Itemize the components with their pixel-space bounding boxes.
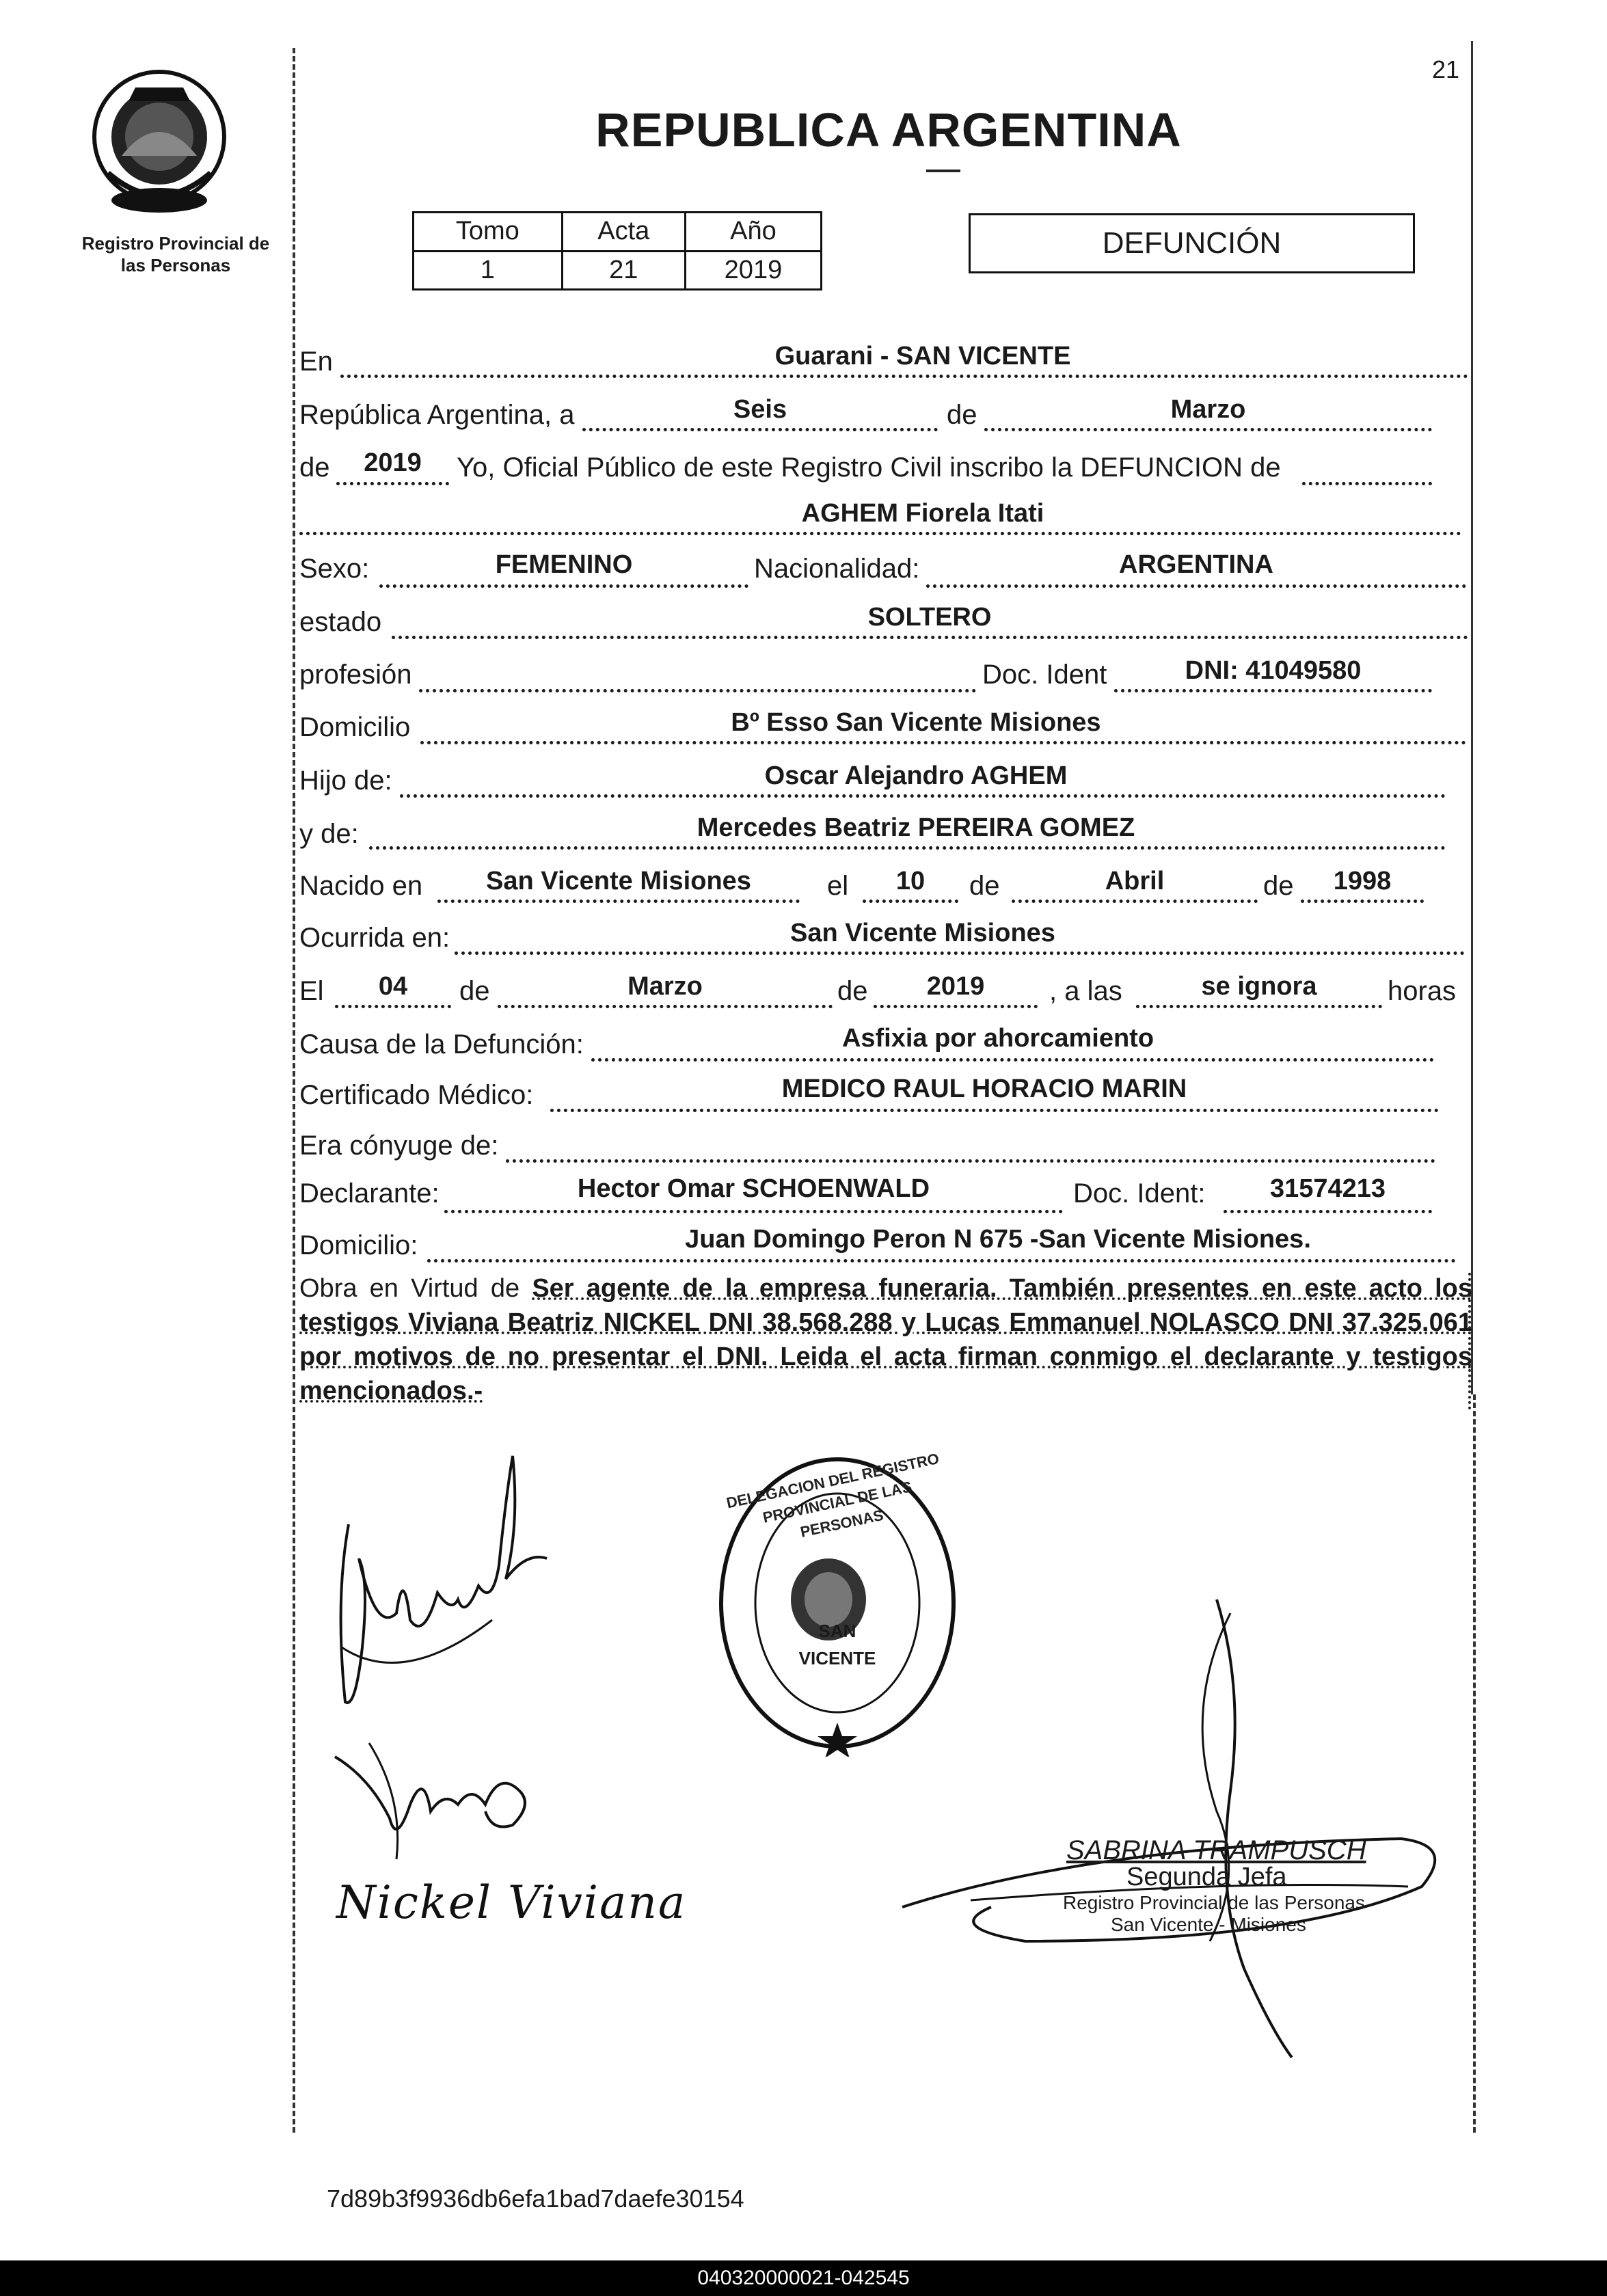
causa-dots bbox=[591, 1058, 1434, 1062]
nacionalidad-label: Nacionalidad: bbox=[754, 554, 920, 584]
docident-dots bbox=[1114, 689, 1432, 692]
en-label: En bbox=[299, 347, 333, 377]
obra-paragraph bbox=[299, 1271, 1472, 1408]
causa-value: Asfixia por ahorcamiento bbox=[841, 1024, 1154, 1053]
ocurrida-label: Ocurrida en: bbox=[299, 923, 450, 953]
birth-month: Abril bbox=[1105, 867, 1165, 895]
birth-year: 1998 bbox=[1333, 867, 1392, 895]
official-name: SABRINA TRAMPUSCH bbox=[1066, 1835, 1366, 1865]
decl-doc-dots bbox=[1224, 1210, 1432, 1213]
certificado-value: MEDICO RAUL HORACIO MARIN bbox=[781, 1075, 1187, 1103]
nacionalidad-dots bbox=[926, 584, 1466, 588]
witness-signature-nolasco bbox=[328, 1729, 554, 1866]
month-value: Marzo bbox=[1170, 395, 1246, 424]
birth-day-dots bbox=[863, 900, 958, 903]
causa-label: Causa de la Defunción: bbox=[299, 1029, 584, 1059]
death-time-dots bbox=[1136, 1005, 1382, 1008]
obra-text: Ser agente de la empresa funeraria. También presentes en este acto los testigos Viviana Beatriz NICKEL DNI 38.568.288 y Lucas Emmanuel NOLASCO DNI 37.325.061 por motivos de no presentar el DNI. Leida el acta firman conmigo el declarante y testigos mencionados.- bbox=[299, 1274, 1472, 1405]
year-dots bbox=[336, 482, 449, 485]
right-margin-line-lower bbox=[1473, 1394, 1476, 2133]
title-underline-mark bbox=[926, 170, 960, 172]
profesion-label: profesión bbox=[299, 660, 412, 690]
declarante-label: Declarante: bbox=[299, 1178, 440, 1208]
estado-value: SOLTERO bbox=[867, 603, 992, 632]
act-type-box: DEFUNCIÓN bbox=[969, 213, 1415, 273]
document-hash: 7d89b3f9936db6efa1bad7daefe30154 bbox=[327, 2185, 744, 2213]
registry-table-header bbox=[414, 213, 822, 252]
ocurrida-dots bbox=[455, 951, 1465, 955]
official-signature-drawing bbox=[889, 1586, 1470, 2078]
header-anio: Año bbox=[685, 213, 821, 252]
page-number: 21 bbox=[1432, 55, 1460, 83]
seal-caption-line2: las Personas bbox=[120, 255, 231, 275]
death-time: se ignora bbox=[1201, 972, 1317, 1001]
profesion-dots bbox=[419, 689, 976, 692]
header-acta: Acta bbox=[562, 213, 685, 252]
alas-label: , a las bbox=[1049, 976, 1122, 1006]
nacido-place: San Vicente Misiones bbox=[486, 867, 751, 895]
provincial-seal-icon bbox=[81, 60, 238, 217]
registry-table bbox=[412, 211, 822, 291]
official-signature-scribble bbox=[889, 1586, 1470, 2078]
birth-month-dots bbox=[1012, 900, 1258, 903]
seal-caption-line1: Registro Provincial de bbox=[81, 233, 270, 254]
official-office-line2: San Vicente - Misiones bbox=[1111, 1914, 1306, 1935]
certificado-label: Certificado Médico: bbox=[299, 1080, 534, 1110]
nolasco-signature-drawing bbox=[328, 1729, 554, 1866]
domicilio2-label: Domicilio: bbox=[299, 1230, 418, 1260]
statement-text: Yo, Oficial Público de este Registro Civil inscribo la DEFUNCION de bbox=[457, 453, 1281, 483]
statement-dots bbox=[1302, 482, 1432, 485]
estado-dots bbox=[392, 636, 1468, 639]
day-dots bbox=[582, 428, 938, 431]
de4-label: de bbox=[1263, 871, 1294, 901]
domicilio2-value: Juan Domingo Peron N 675 -San Vicente Misiones. bbox=[685, 1225, 1311, 1254]
en-dots bbox=[340, 375, 1468, 378]
official-role: Segunda Jefa bbox=[1126, 1863, 1287, 1891]
birth-day: 10 bbox=[895, 867, 926, 895]
domicilio-label: Domicilio bbox=[299, 712, 411, 742]
death-month: Marzo bbox=[627, 972, 703, 1001]
de2-label: de bbox=[299, 453, 330, 483]
docident-value: DNI: 41049580 bbox=[1185, 656, 1362, 685]
el-label: el bbox=[827, 871, 849, 901]
domicilio-value: Bº Esso San Vicente Misiones bbox=[731, 708, 1101, 737]
conyuge-label: Era cónyuge de: bbox=[299, 1131, 499, 1161]
hijo-dots bbox=[400, 794, 1446, 798]
yde-value: Mercedes Beatriz PEREIRA GOMEZ bbox=[697, 813, 1135, 842]
header-tomo: Tomo bbox=[414, 213, 563, 252]
hijo-value: Oscar Alejandro AGHEM bbox=[764, 761, 1068, 790]
declarante-dots bbox=[444, 1210, 1063, 1213]
hijo-label: Hijo de: bbox=[299, 766, 392, 796]
nacido-place-dots bbox=[437, 900, 800, 903]
domicilio-dots bbox=[420, 741, 1466, 744]
nacionalidad-value: ARGENTINA bbox=[1119, 550, 1273, 579]
declarante-value: Hector Omar SCHOENWALD bbox=[577, 1174, 930, 1203]
obra-label: Obra en Virtud de bbox=[299, 1274, 520, 1303]
republica-label: República Argentina, a bbox=[299, 400, 575, 430]
death-month-dots bbox=[498, 1005, 833, 1008]
domicilio2-dots bbox=[427, 1259, 1456, 1262]
yde-dots bbox=[369, 846, 1446, 850]
sexo-value: FEMENINO bbox=[495, 550, 633, 579]
right-margin-line bbox=[1471, 41, 1473, 1394]
official-office-line1: Registro Provincial de las Personas bbox=[1063, 1892, 1365, 1913]
name-dots bbox=[299, 532, 1461, 535]
value-acta: 21 bbox=[562, 251, 685, 290]
birth-year-dots bbox=[1301, 900, 1424, 903]
document-title: REPUBLICA ARGENTINA bbox=[595, 103, 1182, 157]
death-year-dots bbox=[874, 1005, 1038, 1008]
conyuge-dots bbox=[506, 1159, 1435, 1163]
de-label: de bbox=[947, 400, 977, 430]
ocurrida-value: San Vicente Misiones bbox=[790, 919, 1055, 947]
left-margin-line bbox=[293, 48, 295, 2133]
El-label: El bbox=[299, 976, 324, 1006]
stamp-center-line2: VICENTE bbox=[798, 1648, 876, 1669]
stamp-center-line1: SAN bbox=[818, 1621, 856, 1641]
month-dots bbox=[984, 428, 1432, 431]
death-year: 2019 bbox=[926, 972, 985, 1001]
nacido-label: Nacido en bbox=[299, 871, 423, 901]
yde-label: y de: bbox=[299, 819, 359, 849]
docident-label: Doc. Ident bbox=[982, 660, 1107, 690]
de5-label: de bbox=[459, 976, 490, 1006]
de3-label: de bbox=[969, 871, 1000, 901]
day-value: Seis bbox=[733, 395, 787, 424]
en-value: Guarani - SAN VICENTE bbox=[774, 342, 1071, 370]
death-day: 04 bbox=[378, 972, 408, 1001]
death-day-dots bbox=[335, 1005, 451, 1008]
seal-caption bbox=[63, 232, 288, 276]
horas-label: horas bbox=[1388, 976, 1457, 1006]
sexo-dots bbox=[379, 584, 748, 588]
year-value: 2019 bbox=[364, 448, 422, 477]
decl-doc-label: Doc. Ident: bbox=[1073, 1178, 1206, 1208]
declarant-signature bbox=[321, 1442, 581, 1729]
witness-signature-nickel: Nickel Viviana bbox=[336, 1876, 687, 1929]
de6-label: de bbox=[837, 976, 868, 1006]
footer-code: 040320000021-042545 bbox=[697, 2267, 910, 2289]
certificado-dots bbox=[550, 1109, 1439, 1112]
value-tomo: 1 bbox=[414, 251, 563, 290]
provincial-seal-logo bbox=[81, 60, 238, 217]
estado-label: estado bbox=[299, 607, 382, 637]
footer-code-bar bbox=[0, 2260, 1607, 2296]
declarant-signature-drawing bbox=[321, 1442, 581, 1729]
obra-right-bracket bbox=[1468, 1273, 1471, 1409]
deceased-name: AGHEM Fiorela Itati bbox=[801, 499, 1044, 528]
sexo-label: Sexo: bbox=[299, 554, 370, 584]
stamp-ring-text: DELEGACION DEL REGISTRO PROVINCIAL DE LAS PERSONAS bbox=[725, 1449, 941, 1541]
decl-doc-value: 31574213 bbox=[1269, 1174, 1386, 1203]
value-anio: 2019 bbox=[685, 251, 821, 290]
registry-table-values bbox=[414, 251, 822, 290]
